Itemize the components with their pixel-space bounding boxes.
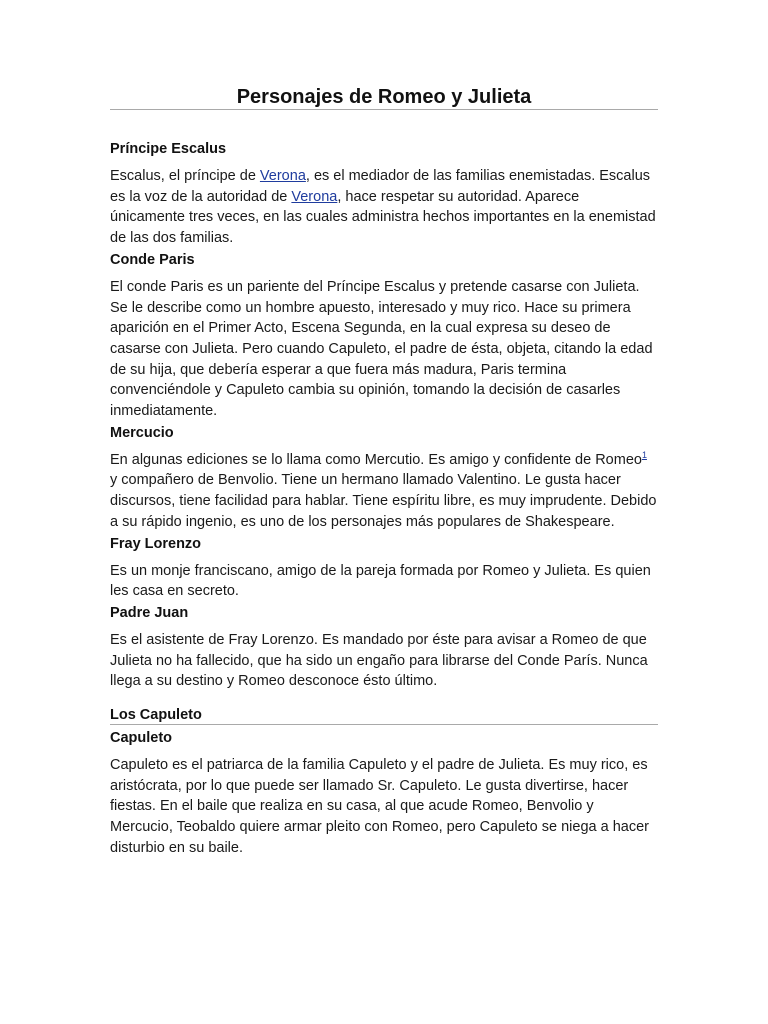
character-description: [110, 450, 658, 533]
footnote-marker: [642, 450, 647, 460]
document-body: [110, 140, 658, 861]
character-description: [110, 166, 658, 249]
character-heading: Fray Lorenzo: [110, 535, 202, 552]
character-entry-padre-juan: [110, 604, 658, 692]
character-description: Capuleto es el patriarca de la familia Capuleto y el padre de Julieta. Es muy rico, es aristócrata, por lo que puede ser llamado Sr. Capuleto. Le gusta divertirse, hacer fiestas. En el baile que realiza en su casa, al que acude Romeo, Benvolio y Mercucio, Teobaldo quiere armar pleito con Romeo, pero Capuleto se niega a hacer disturbio en su baile.: [110, 757, 649, 856]
character-entry-escalus: [110, 140, 658, 249]
character-entry-paris: [110, 251, 658, 422]
text-run: , es el mediador de las familias enemistadas. Escalus es la voz de la autoridad de: [110, 168, 651, 205]
character-entry-fray-lorenzo: [110, 535, 658, 602]
section-heading-capuleto: Los Capuleto: [110, 706, 658, 725]
text-run: y compañero de Benvolio. Tiene un hermano llamado Valentino. Le gusta hacer discursos, tiene facilidad para hablar. Tiene espíritu libre, es muy imprudente. Debido a su rápido ingenio, es uno de los personajes más populares de Shakespeare.: [110, 472, 657, 530]
verona-link[interactable]: Verona: [259, 168, 306, 184]
character-heading: Capuleto: [110, 730, 173, 747]
character-heading: Conde Paris: [110, 251, 195, 268]
character-description: El conde Paris es un pariente del Príncipe Escalus y pretende casarse con Julieta. Se le describe como un hombre apuesto, interesado y muy rico. Hace su primera aparición en el Primer Acto, Escena Segunda, en la cual expresa su deseo de casarse con Julieta. Pero cuando Capuleto, el padre de ésta, objeta, citando la edad de su hija, que debería esperar a que fuera más madura, Paris termina convenciéndole y Capuleto cambia su opinión, tomando la decisión de casarles inmediatamente.: [110, 278, 653, 420]
text-run: Escalus, el príncipe de: [110, 168, 260, 184]
title-divider: [110, 109, 658, 110]
character-heading: Mercucio: [110, 424, 174, 441]
text-run: , hace respetar su autoridad. Aparece únicamente tres veces, en las cuales administra hechos importantes en la enemistad de las dos familias.: [110, 188, 656, 247]
page-title: Personajes de Romeo y Julieta: [236, 86, 532, 108]
character-description: Es el asistente de Fray Lorenzo. Es mandado por éste para avisar a Romeo de que Julieta no ha fallecido, que ha sido un engaño para librarse del Conde París. Nunca llega a su destino y Romeo desconoce ésto último.: [110, 631, 648, 690]
verona-link[interactable]: Verona: [291, 188, 338, 205]
character-description: Es un monje franciscano, amigo de la pareja formada por Romeo y Julieta. Es quien les casa en secreto.: [110, 562, 651, 600]
text-run: En algunas ediciones se lo llama como Mercutio. Es amigo y confidente de Romeo: [110, 451, 642, 468]
character-heading: Padre Juan: [110, 604, 189, 621]
character-entry-capuleto: [110, 729, 658, 859]
footnote-link[interactable]: 1: [641, 449, 647, 460]
character-entry-mercucio: [110, 424, 658, 533]
character-heading: Príncipe Escalus: [110, 141, 227, 157]
